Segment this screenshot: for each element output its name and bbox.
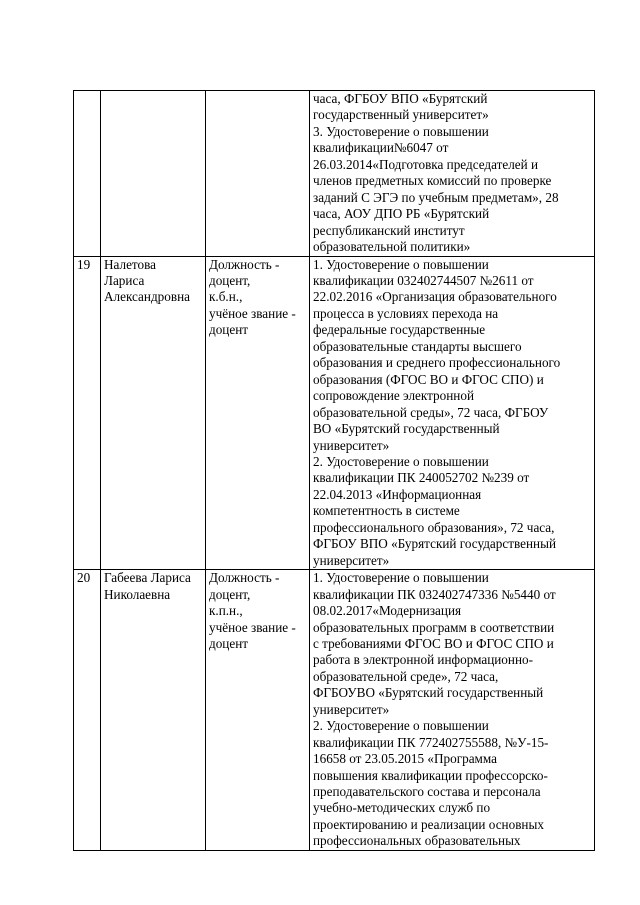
certificates-line: образовательные стандарты высшего <box>313 338 522 354</box>
certificates-line: квалификации№6047 от <box>313 140 449 156</box>
certificates-line: образования и среднего профессионального <box>313 355 561 371</box>
certificates-line: учебно-методических служб по <box>313 800 491 816</box>
position-line: учёное звание - <box>209 619 296 635</box>
position-cell <box>206 256 310 570</box>
certificates-line: часа, ФГБОУ ВПО «Бурятский <box>313 91 488 106</box>
name-cell <box>101 256 206 570</box>
certificates-line: часа, АОУ ДПО РБ «Бурятский <box>313 206 490 222</box>
certificates-line: преподавательского состава и персонала <box>313 784 541 800</box>
certificates-line: процесса в условиях перехода на <box>313 305 499 321</box>
row-number: 19 <box>77 256 91 272</box>
certificates-line: квалификации 032402744507 №2611 от <box>313 272 534 288</box>
certificates-line: сопровождение электронной <box>313 388 474 404</box>
position-line: доцент <box>209 322 249 338</box>
certificates-line: образовательной политики» <box>313 239 471 255</box>
certificates-line: 22.02.2016 «Организация образовательного <box>313 289 557 305</box>
certificates-line: квалификации ПК 032402747336 №5440 от <box>313 586 556 602</box>
certificates-line: 26.03.2014«Подготовка председателей и <box>313 156 539 172</box>
row-number-cell <box>74 91 101 257</box>
name-cell <box>101 91 206 257</box>
certificates-line: 1. Удостоверение о повышении <box>313 256 489 272</box>
certificates-line: профессионального образования», 72 часа, <box>313 519 555 535</box>
table-row <box>74 91 595 257</box>
name-line: Николаевна <box>104 586 171 602</box>
position-line: Должность - <box>209 570 280 586</box>
certificates-line: федеральные государственные <box>313 322 486 338</box>
certificates-line: профессиональных образовательных <box>313 833 521 849</box>
certificates-line: ФГБОУ ВПО «Бурятский государственный <box>313 536 557 552</box>
position-line: доцент, <box>209 272 251 288</box>
name-line: Габеева Лариса <box>104 570 191 586</box>
certificates-line: образовательной среды», 72 часа, ФГБОУ <box>313 404 549 420</box>
certificates-cell <box>310 256 595 570</box>
certificates-cell <box>310 570 595 851</box>
certificates-line: 16658 от 23.05.2015 «Программа <box>313 751 498 767</box>
certificates-cell <box>310 91 595 257</box>
table-body <box>74 91 595 851</box>
certificates-line: университет» <box>313 552 390 568</box>
row-number: 20 <box>77 570 91 586</box>
certificates-line: заданий С ЭГЭ по учебным предметам», 28 <box>313 189 559 205</box>
certificates-line: образовательных программ в соответствии <box>313 619 555 635</box>
position-line: доцент <box>209 635 249 651</box>
certificates-line: государственный университет» <box>313 107 489 123</box>
certificates-line: проектированию и реализации основных <box>313 816 544 832</box>
certificates-line: образования (ФГОС ВО и ФГОС СПО) и <box>313 371 544 387</box>
certificates-line: квалификации ПК 240052702 №239 от <box>313 470 530 486</box>
certificates-line: 22.04.2013 «Информационная <box>313 486 482 502</box>
certificates-line: ФГБОУВО «Бурятский государственный <box>313 685 544 701</box>
certificates-line: 08.02.2017«Модернизация <box>313 603 462 619</box>
certificates-line: 3. Удостоверение о повышении <box>313 123 489 139</box>
row-number-cell <box>74 256 101 570</box>
certificates-line: 2. Удостоверение о повышении <box>313 453 489 469</box>
name-line: Лариса <box>104 272 145 288</box>
certificates-line: повышения квалификации профессорско- <box>313 767 548 783</box>
position-line: доцент, <box>209 586 251 602</box>
certificates-line: образовательной среде», 72 часа, <box>313 668 499 684</box>
table-row <box>74 570 595 851</box>
certificates-line: с требованиями ФГОС ВО и ФГОС СПО и <box>313 635 554 651</box>
name-line: Налетова <box>104 256 157 272</box>
position-cell <box>206 570 310 851</box>
certificates-line: республиканский институт <box>313 222 465 238</box>
staff-qualification-table <box>73 90 595 851</box>
table-row <box>74 256 595 570</box>
certificates-line: квалификации ПК 772402755588, №У-15- <box>313 734 549 750</box>
name-line: Александровна <box>104 289 190 305</box>
position-cell <box>206 91 310 257</box>
certificates-line: 2. Удостоверение о повышении <box>313 718 489 734</box>
certificates-line: членов предметных комиссий по проверке <box>313 173 552 189</box>
certificates-line: университет» <box>313 701 390 717</box>
certificates-line: работа в электронной информационно- <box>313 652 534 668</box>
name-cell <box>101 570 206 851</box>
certificates-line: ВО «Бурятский государственный <box>313 421 500 437</box>
position-line: к.б.н., <box>209 289 243 305</box>
row-number-cell <box>74 570 101 851</box>
certificates-line: 1. Удостоверение о повышении <box>313 570 489 586</box>
position-line: учёное звание - <box>209 305 296 321</box>
certificates-line: компетентность в системе <box>313 503 460 519</box>
position-line: Должность - <box>209 256 280 272</box>
certificates-line: университет» <box>313 437 390 453</box>
position-line: к.п.н., <box>209 603 243 619</box>
